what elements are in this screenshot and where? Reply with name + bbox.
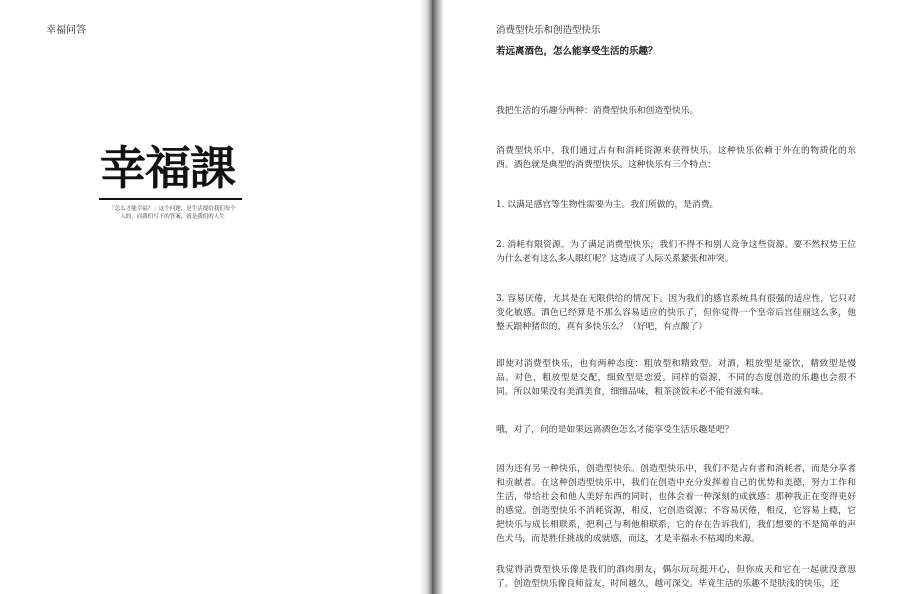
logo-divider <box>99 198 242 200</box>
book-title: 幸福问答 <box>46 25 86 36</box>
paragraph-3: 1. 以满足感官等生物性需要为主。我们所做的，是消费。 <box>496 200 719 210</box>
paragraph-8: 因为还有另一种快乐，创造型快乐。创造型快乐中，我们不是占有者和消耗者，而是分享者和贡献者。在这种创造型快乐中，我们在创造中充分发挥着自己的优势和美德，努力工作和生活，带给社会和他人美好东西的同时，也体会着一种深刻的成就感：那种我正在变得更好的感觉。创造型快乐不消耗资源，相反，它创造资源；不容易厌倦，相反，它容易上瘾，它把快乐与成长相联系，把利己与利他相联系，它的存在告诉我们，我们想要的不是简单的声色犬马，而是胜任挑战的成就感，而这，才是幸福永不枯竭的来源。 <box>496 464 856 544</box>
book-logo: 幸福課 <box>100 141 235 195</box>
book-tagline <box>100 205 245 221</box>
tagline-line-1: 「怎么才能幸福？」这个问题，是生活提给我们每个 <box>109 206 236 212</box>
right-page <box>444 0 899 594</box>
question-heading: 若远离酒色，怎么能享受生活的乐趣？ <box>496 46 658 57</box>
paragraph-5: 3. 容易厌倦，尤其是在无限供给的情况下。因为我们的感官系统具有很强的适应性，它只对变化敏感。酒色已经算是不那么容易适应的快乐了，但你觉得一个皇帝后宫佳丽这么多，他整天跟种猪似的，真有多快乐么？（好吧，有点酸了） <box>496 294 856 332</box>
chapter-title: 消费型快乐和创造型快乐 <box>496 25 601 36</box>
tagline-line-2: 人的，而我们写下的答案，就是我们的人生 <box>120 214 225 220</box>
paragraph-1: 我把生活的乐趣分两种：消费型快乐和创造型快乐。 <box>496 106 699 116</box>
paragraph-6: 即使对消费型快乐，也有两种态度：粗放型和精致型。对酒，粗放型是豪饮，精致型是慢品。对色，粗放型是交配，细致型是恋爱。同样的资源，不同的态度创造的乐趣也会很不同。所以如果没有美酒美食，细细品味，粗茶淡饭未必不能有滋有味。 <box>496 359 856 397</box>
book-gutter <box>420 0 444 594</box>
paragraph-9: 我觉得消费型快乐像是我们的酒肉朋友，偶尔玩玩挺开心，但你成天和它在一起就没意思了。创造型快乐像良师益友，时间越久，越可深交。毕竟生活的乐趣不是肤浅的快乐，还 <box>496 565 856 589</box>
paragraph-4: 2. 消耗有限资源。为了满足消费型快乐，我们不得不和别人竞争这些资源。要不然权势王位为什么老有这么多人眼红呢？这造成了人际关系紧张和冲突。 <box>496 240 856 264</box>
paragraph-7: 哦，对了，问的是如果远离酒色怎么才能享受生活乐趣是吧？ <box>496 425 734 435</box>
left-page <box>0 0 420 594</box>
paragraph-2: 消费型快乐中，我们通过占有和消耗资源来获得快乐。这种快乐依赖于外在的物质化的东西。酒色就是典型的消费型快乐。这种快乐有三个特点： <box>496 146 856 170</box>
